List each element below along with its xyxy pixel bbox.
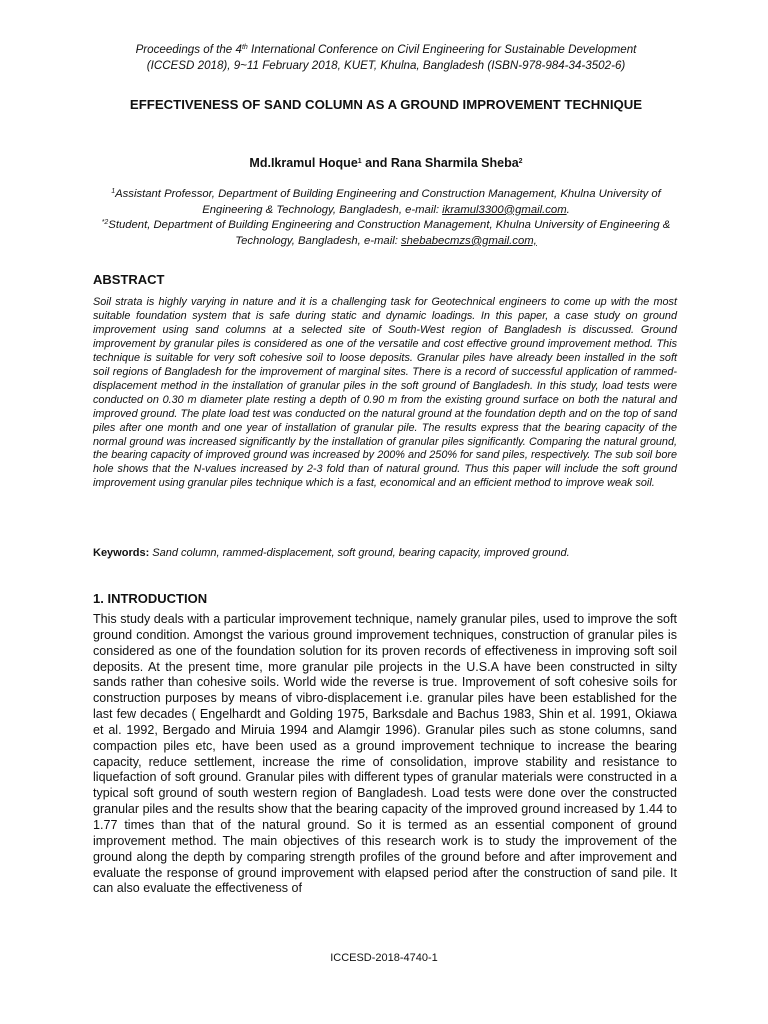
affiliation-2 <box>100 218 672 249</box>
keywords-value: Sand column, rammed-displacement, soft ground, bearing capacity, improved ground. <box>149 547 570 559</box>
introduction-body: This study deals with a particular improvement technique, namely granular piles, used to improve the soft ground condition. Amongst the various ground improvement techniques, construction of granular piles is considered as one of the foundation solution for its proven records of effectiveness in improving soft soil deposits. At the present time, more granular pile projects in the U.S.A have been constructed in silty sands rather than cohesive soils. World wide the reverse is true. Improvement of soft cohesive soils for construction purposes by means of vibro-displacement i.e. granular piles have been established for the last few decades ( Engelhardt and Golding 1975, Barksdale and Bachus 1983, Shin et al. 1991, Okiawa et al. 1992, Bergado and Miruia 1994 and Alamgir 1996). Granular piles such as stone columns, sand compaction piles etc, have been used as a ground improvement technique to increase the bearing capacity, reduce settlement, increase the rime of consolidation, improve stability and resistance to liquefaction of soft ground. Granular piles with different types of granular materials were constructed in a typical soft ground of south western region of Bangladesh. Load tests were done over the constructed granular piles and the results show that the bearing capacity of the improved ground increased by 1.44 to 1.77 times than that of the natural ground. So it is termed as an essential component of ground improvement method. The main objectives of this research work is to study the improvement of the ground along the depth by comparing strength profiles of the ground before and after improvement and evaluate the response of ground improvement with elapsed period after the construction of sand pile. It can also evaluate the effectiveness of <box>93 612 677 896</box>
proceedings-line1-start: Proceedings of the 4 <box>135 43 242 56</box>
affiliation-1 <box>100 187 672 218</box>
proceedings-line2: (ICCESD 2018), 9~11 February 2018, KUET, Khulna, Bangladesh (ISBN-978-984-34-3502-6) <box>146 58 626 72</box>
proceedings-line1-end: International Conference on Civil Engineering for Sustainable Development <box>247 43 637 56</box>
affiliations <box>100 187 672 249</box>
author-1: Md.Ikramul Hoque <box>249 156 358 170</box>
keywords-label: Keywords: <box>93 547 150 559</box>
affiliation-1-text: Assistant Professor, Department of Building Engineering and Construction Management, Khulna University of Engineering & Technology, Bangladesh, e-mail: <box>115 188 661 216</box>
abstract-body: Soil strata is highly varying in nature and it is a challenging task for Geotechnical engineers to come up with the most suitable foundation system that is safe during static and dynamic loadings. In this paper, a case study on ground improvement using sand columns at a selected site of South-West region of Bangladesh is discussed. Ground improvement by granular piles is considered as one of the versatile and cost effective ground improvement method. This technique is suitable for very soft cohesive soil to loose deposits. Granular piles have already been installed in the soft soil regions of Bangladesh for the improvement of marginal sites. There is a record of successful application of rammed-displacement method in the installation of granular piles in the soft ground of Bangladesh. In this study, load tests were conducted on 0.30 m diameter plate resting a depth of 0.90 m from the existing ground surface on both the natural and improved ground. The plate load test was conducted on the natural ground at the foundation depth and on the top of sand piles after one month and one year of installation of granular pile. The results express that the bearing capacity of the normal ground was increased significantly by the installation of granular piles significantly. Comparing the natural ground, the bearing capacity of improved ground was increased by 200% and 250% for sand piles, respectively. The sub soil bore hole shows that the N-values increased by 2-3 fold than of natural ground. Thus this paper will include the soft ground improvement using granular piles technique which is a fast, economical and an efficient method to improve weak soil. <box>93 296 677 490</box>
author-2-sup: 2 <box>518 158 523 165</box>
abstract-heading: ABSTRACT <box>93 272 165 287</box>
author-line <box>96 156 676 170</box>
author-1-sup: 1 <box>357 158 362 165</box>
proceedings-ordinal-sup: th <box>241 44 248 51</box>
author-2: Rana Sharmila Sheba <box>390 156 519 170</box>
page-footer: ICCESD-2018-4740-1 <box>330 952 438 964</box>
affiliation-2-text: Student, Department of Building Engineering and Construction Management, Khulna University of Engineering & Technology, Bangladesh, e-mail: <box>108 219 671 247</box>
proceedings-header <box>96 42 676 73</box>
paper-title: EFFECTIVENESS OF SAND COLUMN AS A GROUND IMPROVEMENT TECHNIQUE <box>129 97 643 112</box>
introduction-heading: 1. INTRODUCTION <box>93 591 208 606</box>
affiliation-1-end: . <box>566 203 570 216</box>
affiliation-1-email[interactable]: ikramul3300@gmail.com <box>442 203 567 216</box>
author-joiner: and <box>361 156 391 170</box>
affiliation-1-sup: 1 <box>111 188 116 195</box>
keywords <box>93 547 677 559</box>
affiliation-2-sup: *2 <box>101 219 109 227</box>
affiliation-2-email[interactable]: shebabecmzs@gmail.com, <box>401 234 537 247</box>
